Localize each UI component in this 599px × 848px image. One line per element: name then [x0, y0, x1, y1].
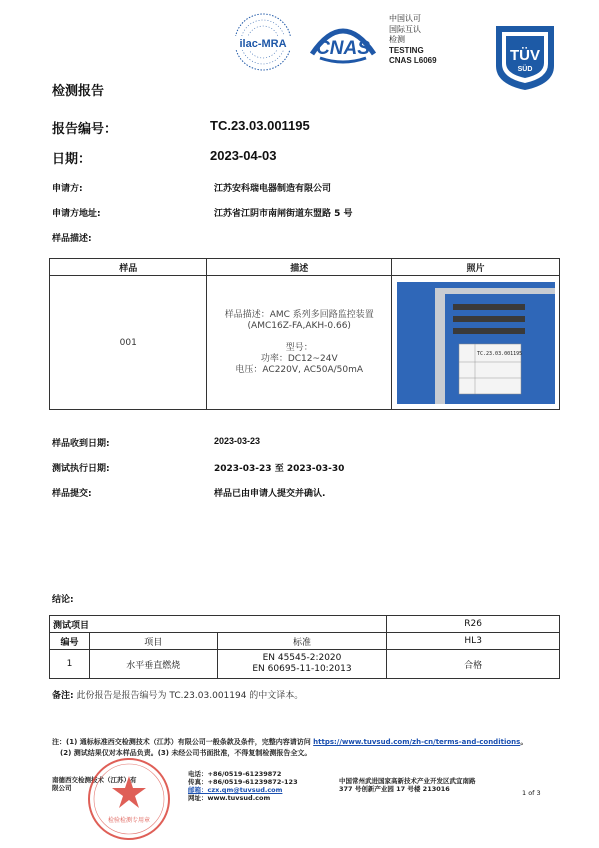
tuv-sud-logo — [490, 22, 560, 92]
row-standard — [217, 650, 387, 679]
row-result: 合格 — [387, 650, 560, 679]
standard-line: EN 60695-11-10:2013 — [252, 664, 352, 674]
r-code: R26 — [387, 616, 560, 633]
col-no: 编号 — [50, 633, 90, 650]
sample-description — [207, 276, 392, 410]
table-row — [50, 650, 560, 679]
page-title: 检测报告 — [52, 84, 105, 99]
stamp-text: 检验检测专用章 — [107, 817, 151, 824]
received-label: 样品收到日期: — [52, 439, 110, 449]
note1-suffix: 。 — [520, 738, 528, 746]
header-description: 描述 — [207, 259, 392, 276]
standard-line: EN 45545-2:2020 — [262, 653, 342, 663]
ilac-logo-text: ilac-MRA — [239, 38, 287, 50]
photo-label: TC.23.03.001195 — [476, 350, 522, 357]
applicant-address-value: 江苏省江阴市南闸街道东盟路 5 号 — [214, 209, 353, 219]
terms-link[interactable]: https://www.tuvsud.com/zh-cn/terms-and-conditions — [313, 738, 521, 746]
desc-line: 型号： — [285, 342, 313, 353]
page-number: 1 of 3 — [522, 789, 541, 797]
date-value: 2023-04-03 — [210, 148, 277, 163]
official-stamp — [86, 756, 172, 842]
report-no-label: 报告编号： — [52, 122, 118, 137]
desc-line — [207, 332, 391, 343]
desc-line: 功率：DC12~24V — [260, 353, 338, 364]
desc-line: 电压：AC220V, AC50A/50mA — [235, 364, 364, 375]
footer-note-2: (2) 测试结果仅对本样品负责。(3) 未经公司书面批准，不得复制检测报告全文。 — [60, 749, 312, 757]
cnas-accreditation-text — [389, 14, 437, 67]
table-row — [50, 616, 560, 633]
cnas-line: 中国认可 — [389, 14, 421, 23]
tuv-logo-sub: SÜD — [517, 66, 533, 73]
company-line: 南德西交检测技术（江苏）有 — [52, 776, 137, 784]
test-item-label: 测试项目 — [50, 616, 387, 633]
result-table — [49, 615, 560, 679]
row-item: 水平垂直燃烧 — [89, 650, 217, 679]
submission-value: 样品已由申请人提交并确认. — [214, 489, 326, 499]
photo-drawing — [397, 282, 555, 404]
test-period-label: 测试执行日期: — [52, 464, 110, 474]
table-row — [50, 276, 560, 410]
sample-description-label: 样品描述: — [52, 234, 92, 244]
sample-table-header — [50, 259, 560, 276]
cnas-line: TESTING — [389, 45, 424, 55]
footer-contact — [188, 770, 298, 802]
header-photo: 照片 — [392, 259, 560, 276]
contact-line: 传真：+86/0519-61239872-123 — [188, 778, 298, 786]
cnas-logo-text: CNAS — [316, 38, 370, 59]
applicant-label: 申请方: — [52, 184, 83, 194]
remark — [52, 688, 303, 701]
note1-prefix: 注：(1) 通标标准西交检测技术（江苏）有限公司一般条款及条件，完整内容请访问 — [52, 738, 314, 746]
hl-code: HL3 — [387, 633, 560, 650]
sample-id: 001 — [50, 276, 207, 410]
company-line: 限公司 — [52, 784, 72, 792]
table-row — [50, 633, 560, 650]
cnas-logo — [302, 14, 384, 70]
tuv-logo-text: TÜV — [510, 47, 540, 64]
sample-photo — [397, 282, 555, 404]
sample-table — [49, 258, 560, 410]
cnas-line: CNAS L6069 — [389, 56, 437, 65]
footer-note-1 — [52, 737, 527, 748]
contact-line: 网址：www.tuvsud.com — [188, 794, 271, 802]
received-value: 2023-03-23 — [214, 436, 261, 446]
row-no: 1 — [50, 650, 90, 679]
remark-label: 备注: — [52, 691, 74, 701]
remark-text: 此份报告是报告编号为 TC.23.03.001194 的中文译本。 — [76, 691, 304, 701]
ilac-mra-logo — [228, 12, 298, 74]
cnas-line: 检测 — [389, 35, 405, 44]
contact-line: 电话：+86/0519-61239872 — [188, 770, 282, 778]
test-period-value: 2023-03-23 至 2023-03-30 — [214, 464, 345, 474]
col-item: 项目 — [89, 633, 217, 650]
contact-line[interactable]: 邮箱：czx.qm@tuvsud.com — [188, 786, 283, 794]
footer-address — [339, 777, 476, 793]
conclusion-label: 结论: — [52, 595, 74, 605]
applicant-value: 江苏安科瑞电器制造有限公司 — [214, 184, 332, 194]
report-no-value: TC.23.03.001195 — [210, 118, 310, 133]
col-standard: 标准 — [217, 633, 387, 650]
cnas-line: 国际互认 — [389, 24, 421, 34]
applicant-address-label: 申请方地址: — [52, 209, 101, 219]
desc-line: 样品描述：AMC 系列多回路监控装置 — [224, 309, 374, 320]
address-line: 中国常州武进国家高新技术产业开发区武宜南路 — [339, 777, 476, 785]
header-sample: 样品 — [50, 259, 207, 276]
date-label: 日期： — [52, 152, 92, 167]
desc-line: (AMC16Z-FA,AKH-0.66) — [247, 320, 351, 331]
address-line: 377 号创新产业园 17 号楼 213016 — [339, 785, 450, 793]
submission-label: 样品提交: — [52, 489, 92, 499]
sample-photo-cell — [392, 276, 560, 410]
